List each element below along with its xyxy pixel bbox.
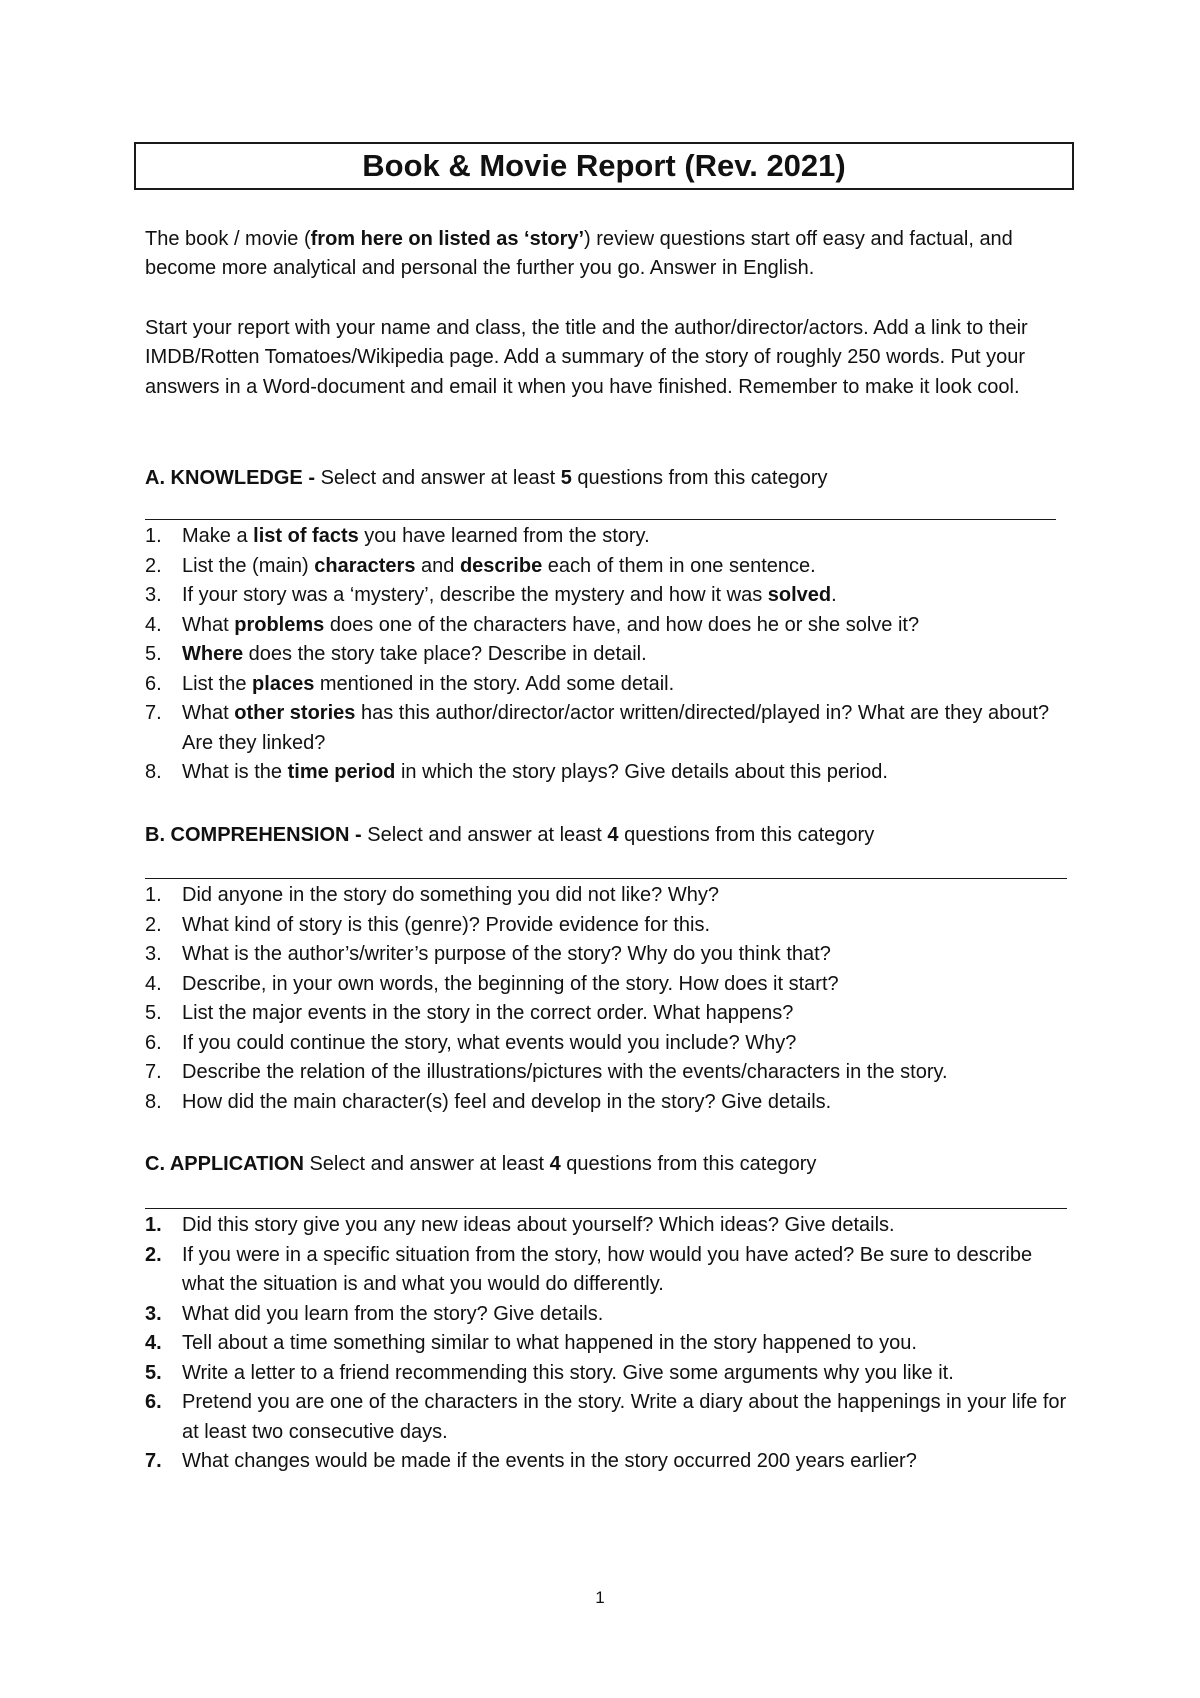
question-item [145, 552, 1070, 582]
question-item [145, 1359, 1070, 1389]
question-number: 3. [145, 943, 162, 965]
question-number: 2. [145, 913, 162, 936]
question-number: 6. [145, 672, 162, 695]
instructions-text: Start your report with your name and class, the title and the author/director/actors. Add a link to their IMDB/Rotten Tomatoes/Wikipedia page. Add a summary of the story of roughly 250 words. Put your answers in a Word-document and email it when you have finished. Remember to make it look cool. [145, 317, 1028, 398]
section-label: A. KNOWLEDGE [145, 467, 303, 489]
section-count: 5 [560, 467, 572, 489]
question-item [145, 758, 1070, 788]
section-heading-knowledge [145, 464, 828, 493]
question-keyword: characters [314, 554, 416, 577]
section-separator: - [302, 467, 321, 489]
question-text: What [182, 702, 235, 724]
question-item [145, 640, 1070, 670]
section-divider [145, 878, 1067, 879]
question-text: you have learned from the story. [358, 525, 650, 547]
section-instruction-pre: Select and answer at least [367, 824, 608, 846]
question-text: Tell about a time something similar to what happened in the story happened to you. [182, 1332, 917, 1354]
question-item [145, 1447, 1070, 1477]
question-keyword: other stories [234, 702, 356, 724]
question-number: 2. [145, 1243, 162, 1266]
question-text: Pretend you are one of the characters in the story. Write a diary about the happenings in your life for at least two consecutive days. [182, 1391, 1067, 1443]
section-instruction-post: questions from this category [560, 1153, 817, 1175]
section-separator: - [349, 824, 368, 846]
question-item [145, 699, 1070, 758]
section-label: C. APPLICATION [145, 1153, 304, 1175]
question-item [145, 522, 1070, 552]
question-number: 1. [145, 525, 162, 547]
question-text: How did the main character(s) feel and develop in the story? Give details. [182, 1090, 832, 1113]
question-number: 8. [145, 1090, 162, 1113]
question-text: mentioned in the story. Add some detail. [314, 672, 675, 695]
section-divider [145, 1208, 1067, 1209]
question-text: If your story was a ‘mystery’, describe the mystery and how it was [182, 584, 768, 606]
question-text: Make a [182, 525, 254, 547]
question-item [145, 881, 1070, 911]
question-text: . [831, 584, 837, 606]
question-item [145, 1300, 1070, 1330]
section-count: 4 [549, 1153, 561, 1175]
question-item [145, 999, 1070, 1029]
question-text: each of them in one sentence. [542, 554, 816, 577]
question-keyword: problems [234, 613, 325, 636]
question-text: in which the story plays? Give details about this period. [395, 761, 888, 783]
question-item [145, 970, 1070, 1000]
intro-text-start: The book / movie ( [145, 228, 311, 250]
question-text: What changes would be made if the events in the story occurred 200 years earlier? [182, 1450, 917, 1472]
question-number: 7. [145, 702, 162, 724]
section-instruction-post: questions from this category [571, 467, 828, 489]
question-text: Describe, in your own words, the beginning of the story. How does it start? [182, 972, 839, 995]
question-text: What [182, 613, 235, 636]
question-number: 6. [145, 1031, 162, 1054]
question-text: Describe the relation of the illustrations/pictures with the events/characters in the story. [182, 1061, 948, 1083]
section-instruction-pre: Select and answer at least [309, 1153, 550, 1175]
question-text: If you were in a specific situation from the story, how would you have acted? Be sure to describe what the situation is and what you would do differently. [182, 1243, 1033, 1295]
question-number: 5. [145, 1002, 162, 1024]
question-number: 7. [145, 1450, 162, 1472]
question-item [145, 1211, 1070, 1241]
section-count: 4 [607, 824, 619, 846]
question-number: 5. [145, 643, 162, 665]
question-item [145, 1088, 1070, 1118]
question-text: List the major events in the story in the correct order. What happens? [182, 1002, 794, 1024]
question-number: 8. [145, 761, 162, 783]
question-text: Did anyone in the story do something you did not like? Why? [182, 884, 719, 906]
question-keyword: list of facts [253, 525, 359, 547]
section-heading-comprehension [145, 821, 874, 850]
question-number: 4. [145, 1332, 162, 1354]
question-text: has this author/director/actor written/directed/played in? What are they about? Are they linked? [182, 702, 1050, 754]
question-number: 4. [145, 972, 162, 995]
question-keyword: time period [287, 761, 396, 783]
question-list-knowledge [145, 522, 1070, 788]
question-number: 1. [145, 884, 162, 906]
intro-text-end: ) review questions start off easy and factual, and become more analytical and personal the further you go. Answer in English. [145, 228, 1013, 280]
page-number: 1 [595, 1588, 605, 1607]
question-list-comprehension [145, 881, 1070, 1117]
question-item [145, 611, 1070, 641]
question-keyword: solved [767, 584, 832, 606]
question-text: If you could continue the story, what events would you include? Why? [182, 1031, 797, 1054]
question-item [145, 1058, 1070, 1088]
question-text: does one of the characters have, and how does he or she solve it? [324, 613, 920, 636]
question-text: List the (main) [182, 554, 315, 577]
question-text: Did this story give you any new ideas about yourself? Which ideas? Give details. [182, 1214, 895, 1236]
question-item [145, 1388, 1070, 1447]
section-instruction-pre: Select and answer at least [320, 467, 561, 489]
question-number: 2. [145, 554, 162, 577]
question-item [145, 911, 1070, 941]
report-title: Book & Movie Report (Rev. 2021) [134, 142, 1074, 190]
question-text: What did you learn from the story? Give details. [182, 1302, 604, 1325]
question-item [145, 670, 1070, 700]
question-number: 1. [145, 1214, 162, 1236]
question-item [145, 1029, 1070, 1059]
question-text: and [415, 554, 460, 577]
question-text: List the [182, 672, 253, 695]
intro-paragraph [145, 225, 1065, 284]
question-text: does the story take place? Describe in detail. [243, 643, 647, 665]
question-list-application [145, 1211, 1070, 1477]
question-keyword: places [252, 672, 315, 695]
question-keyword: Where [182, 643, 244, 665]
question-text: What is the author’s/writer’s purpose of the story? Why do you think that? [182, 943, 831, 965]
question-item [145, 1241, 1070, 1300]
section-divider [145, 519, 1056, 520]
question-item [145, 940, 1070, 970]
intro-text-bold: from here on listed as ‘story’ [310, 228, 585, 250]
question-keyword: describe [459, 554, 543, 577]
question-item [145, 581, 1070, 611]
question-text: What kind of story is this (genre)? Provide evidence for this. [182, 913, 711, 936]
question-number: 7. [145, 1061, 162, 1083]
question-text: What is the [182, 761, 288, 783]
section-instruction-post: questions from this category [618, 824, 875, 846]
question-number: 5. [145, 1361, 162, 1384]
question-text: Write a letter to a friend recommending this story. Give some arguments why you like it. [182, 1361, 954, 1384]
section-label: B. COMPREHENSION [145, 824, 350, 846]
instructions-paragraph [145, 314, 1065, 402]
question-number: 4. [145, 613, 162, 636]
question-item [145, 1329, 1070, 1359]
question-number: 6. [145, 1391, 162, 1413]
question-number: 3. [145, 1302, 162, 1325]
question-number: 3. [145, 584, 162, 606]
section-heading-application [145, 1150, 816, 1179]
